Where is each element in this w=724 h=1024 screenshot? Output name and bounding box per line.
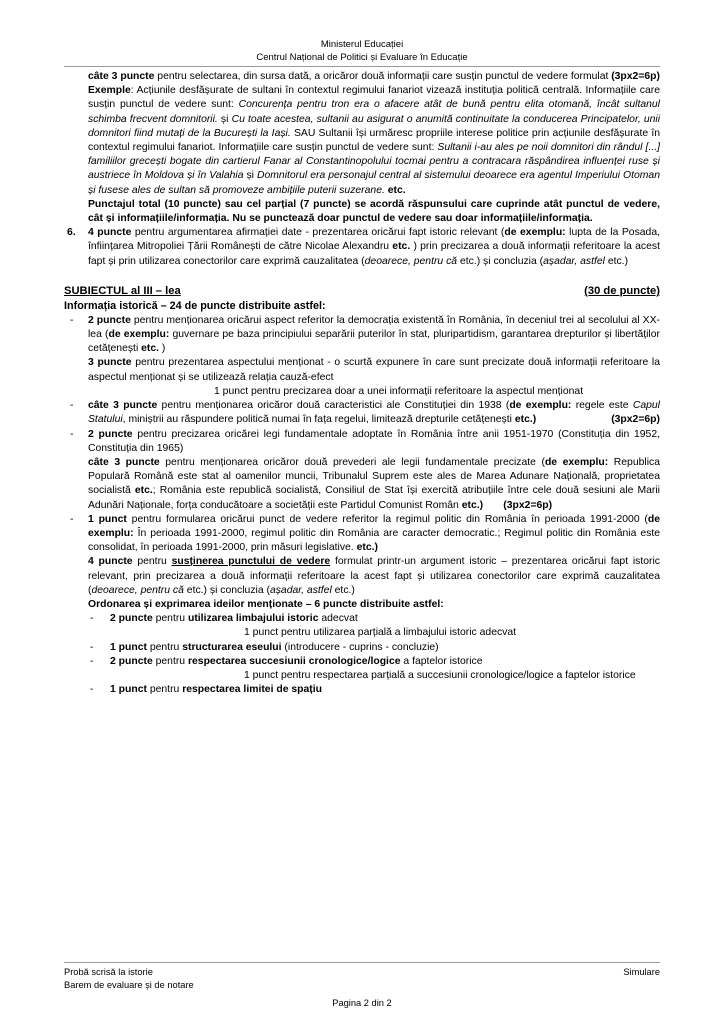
- item6-example-label: de exemplu:: [504, 227, 566, 239]
- document-header: [0, 38, 724, 64]
- item6-connector-1: deoarece, pentru că: [364, 255, 458, 267]
- criterion-3-points-paragraph: [64, 70, 660, 84]
- bullet-3-marker: -: [70, 428, 74, 440]
- bullet-2-score-value: (3px2=6p): [611, 414, 660, 426]
- item6-text-5: etc.): [604, 255, 629, 267]
- item6-points: 4 puncte: [88, 227, 132, 239]
- bullet-4-marker: -: [70, 513, 74, 525]
- bullet-1-text-3: ): [159, 343, 166, 355]
- bullet-3-sub-points: câte 3 puncte: [88, 456, 160, 468]
- subject-3-subtitle: Informația istorică – 24 de puncte distribuite astfel:: [64, 299, 326, 312]
- bullet-1-partial-note: 1 punct pentru precizarea doar a unei informații referitoare la aspectul menționat: [214, 385, 584, 397]
- example-quote-2: Cu toate acestea, sultanii au asigurat o anumită continuitate la conducerea Principatelor, unii domnitori fiind mutați de la București la Iași.: [88, 113, 661, 139]
- ordering-1-partial-note: 1 punct pentru utilizarea parțială a limbajului istoric adecvat: [244, 627, 517, 639]
- example-quote-1: Concurența pentru tron era o afacere atât de bună pentru elita otomană, încât sultanul schimba frecvent domnitorii.: [88, 99, 660, 125]
- ordering-3-text-1: pentru: [152, 655, 188, 667]
- header-divider: [64, 66, 660, 67]
- bullet-3-etc-1: etc.: [134, 485, 153, 497]
- ordering-3-partial-note: 1 punct pentru respectarea parțială a succesiunii cronologice/logice a faptelor istorice: [244, 669, 636, 681]
- ordering-3-points: 2 puncte: [110, 655, 153, 667]
- bullet-3-example-label: de exemplu:: [544, 456, 609, 468]
- subject-3-heading: [64, 284, 660, 299]
- bullet-1-text-1: pentru menționarea oricărui aspect referitor la democrația existentă în România, în deceniul trei al secolului al XX-lea (: [88, 314, 660, 341]
- ordering-4-marker: -: [90, 684, 94, 696]
- bullet-3-etc-2: etc.): [461, 499, 484, 511]
- bullet-item-1: [64, 314, 660, 357]
- list-item-6: [64, 226, 660, 269]
- ordering-1-text-1: pentru: [152, 613, 188, 625]
- total-score-note-text: Punctajul total (10 puncte) sau cel parțial (7 puncte) se acordă răspunsului care cuprinde atât punctul de vedere, cât și informațiile/informația. Nu se punctează doar punctul de vedere sau doar informațiile/informația.: [88, 198, 660, 225]
- ordering-4-text-1: pentru: [146, 684, 183, 696]
- ministry-line: Ministerul Educației: [320, 39, 404, 50]
- example-quote-4: Domnitorul era personajul central al sistemului deoarece era agentul Imperiului Otoman și fusese ales de sultan să promoveze ambițiile puterii suzerane.: [88, 170, 660, 196]
- item6-text-1: pentru argumentarea afirmației date - prezentarea oricărui fapt istoric relevant (: [131, 227, 505, 239]
- bullet-1-text-2: guvernare pe baza principiului separării puterilor în stat, pluripartidism, garantarea drepturilor și libertăților cetățenești: [88, 329, 660, 355]
- score-spacer: [88, 70, 91, 84]
- ordering-item-4: [64, 683, 660, 697]
- item6-text-3: ) prin precizarea a două informații referitoare la acest fapt și prin utilizarea conectorilor care exprimă cauzalitatea (: [88, 241, 660, 267]
- bullet-item-3: [64, 428, 660, 456]
- ordering-1-points: 2 puncte: [110, 613, 153, 625]
- footer-divider: [64, 962, 660, 963]
- bullet-4-points: 1 punct: [88, 513, 127, 525]
- examples-paragraph: [64, 84, 660, 198]
- bullet-3-sub-text-3: ; România este republică socialistă, Consiliul de Stat își exercită atribuțiile între cele două sesiuni ale Marii Adunări Naționale, forța conducătoare a societății este Partidul Comunist Român: [88, 485, 660, 511]
- bullet-1-marker: -: [70, 314, 74, 326]
- subject-3-score: (30 de puncte): [584, 284, 660, 297]
- examples-text-b: și: [217, 113, 232, 125]
- item6-connector-2: așadar, astfel: [543, 255, 605, 267]
- bullet-5-text-3: etc.) și concluzia (: [183, 584, 270, 596]
- document-body: [64, 70, 660, 697]
- bullet-1-etc: etc.: [141, 343, 160, 355]
- bullet-3-text-1: pentru precizarea oricărei legi fundamentale adoptate în România între anii 1951-1970 (Constituția din 1952, Constituția din 1965): [88, 428, 660, 454]
- footer-page-number: Pagina 2 din 2: [332, 998, 392, 1008]
- bullet-3-subpoint: [64, 456, 660, 513]
- ordering-2-term: structurarea eseului: [182, 641, 282, 653]
- score-value: (3px2=6p): [611, 71, 660, 83]
- examples-text-d: și: [243, 170, 257, 182]
- examples-label: Exemple: [88, 85, 131, 97]
- bullet-3-score-value: (3px2=6p): [503, 499, 553, 511]
- examples-etc: etc.: [387, 184, 406, 196]
- bullet-5-text-1: pentru: [132, 556, 172, 568]
- item6-text-2: lupta de la Posada, înființarea Mitropoliei Țării Românești de către Nicolae Alexandru: [88, 227, 660, 253]
- bullet-1-sub-text: pentru prezentarea aspectului menționat - o scurtă expunere în care sunt precizate două informații referitoare la aspectul menționat și se utilizează relația cauză-efect: [88, 357, 660, 383]
- bullet-5-underlined-term: susținerea punctului de vedere: [171, 556, 331, 568]
- ordering-section-title: [64, 598, 660, 612]
- bullet-5-text-2: formulat printr-un argument istoric – prezentarea oricărui fapt istoric relevant, prin precizarea a două informații referitoare la acest fapt și utilizarea conectorilor care exprimă cauzalitatea (: [88, 556, 660, 596]
- criterion-points-text: pentru selectarea, din sursa dată, a oricăror două informații care susțin punctul de vedere formulat: [154, 71, 609, 82]
- ordering-2-text-1: pentru: [146, 641, 183, 653]
- ordering-1-text-2: adecvat: [318, 613, 358, 625]
- bullet-item-5: [64, 555, 660, 598]
- bullet-5-connector-2: așadar, astfel: [269, 584, 332, 596]
- bullet-4-example-label: de exemplu:: [88, 513, 661, 539]
- bullet-3-points: 2 puncte: [88, 428, 133, 440]
- bullet-item-2: [64, 399, 660, 427]
- section-gap: [64, 269, 660, 284]
- criterion-points-label: câte 3 puncte: [88, 71, 155, 82]
- ordering-4-points: 1 punct: [110, 684, 147, 696]
- bullet-2-text-1: pentru menționarea oricăror două caracteristici ale Constituției din 1938 (: [157, 400, 510, 412]
- total-score-note: [64, 198, 660, 226]
- footer-exam-name: Probă scrisă la istorie: [64, 967, 153, 977]
- bullet-2-marker: -: [70, 400, 74, 412]
- ordering-4-term: respectarea limitei de spațiu: [182, 684, 322, 696]
- bullet-4-text-2: În perioada 1991-2000, regimul politic din România are caracter democratic.; Regimul politic din România este consolidat, în perioada 1991-2000, prin măsuri legislative.: [88, 527, 660, 554]
- bullet-1-subpoint: [64, 356, 660, 384]
- ordering-2-marker: -: [90, 641, 94, 653]
- item6-etc: etc.: [392, 241, 411, 253]
- bullet-3-sub-text-1: pentru menționarea oricăror două prevederi ale legii fundamentale precizate (: [159, 456, 545, 468]
- bullet-2-example-label: de exemplu:: [509, 400, 572, 412]
- ordering-3-text-2: a faptelor istorice: [400, 655, 483, 667]
- bullet-4-text-1: pentru formularea oricărui punct de vedere referitor la regimul politic din România în perioada 1991-2000 (: [126, 513, 648, 525]
- center-line: Centrul Național de Politici și Evaluare în Educație: [256, 52, 468, 63]
- document-footer: [64, 966, 660, 1010]
- bullet-2-text-2: regele este: [571, 400, 633, 412]
- ordering-1-term: utilizarea limbajului istoric: [187, 613, 319, 625]
- bullet-2-etc: etc.): [514, 414, 537, 426]
- examples-text-c: SAU Sultanii își urmăresc propriile interese politice prin acțiunile desfășurate în contextul regimului fanariot. Informațiile care susțin punctul de vedere sunt:: [88, 127, 661, 154]
- bullet-5-connector-1: deoarece, pentru că: [91, 584, 184, 596]
- ordering-item-2: [64, 641, 660, 655]
- item6-text-4: etc.) și concluzia (: [457, 255, 544, 267]
- subject-3-title: SUBIECTUL al III – lea: [64, 284, 181, 297]
- ordering-2-points: 1 punct: [110, 641, 147, 653]
- ordering-item-1: [64, 612, 660, 626]
- bullet-4-etc: etc.): [356, 542, 378, 554]
- bullet-item-4: [64, 513, 660, 556]
- ordering-item-3: [64, 655, 660, 669]
- ordering-2-text-2: (introducere - cuprins - concluzie): [281, 641, 439, 653]
- bullet-3-score-gap: [483, 500, 503, 511]
- list-item-6-marker: 6.: [67, 227, 76, 239]
- footer-top-row: [64, 966, 660, 979]
- bullet-2-points: câte 3 puncte: [88, 400, 158, 412]
- bullet-1-points: 2 puncte: [88, 314, 131, 326]
- bullet-5-points: 4 puncte: [88, 556, 133, 568]
- bullet-2-italic-term: Capul Statului: [88, 400, 660, 426]
- footer-session: Simulare: [623, 967, 660, 977]
- ordering-section-title-text: Ordonarea și exprimarea ideilor menționate – 6 puncte distribuite astfel:: [88, 598, 444, 610]
- ordering-3-term: respectarea succesiunii cronologice/logice: [187, 655, 401, 667]
- ordering-1-marker: -: [90, 613, 94, 625]
- bullet-1-sub-points: 3 puncte: [88, 357, 132, 369]
- bullet-3-sub-text-2: Republica Populară Română este stat al oamenilor muncii, Tribunalul Suprem este ales de Marea Adunare Națională, proprietatea socialistă: [88, 456, 660, 497]
- bullet-5-text-4: etc.): [331, 584, 355, 596]
- bullet-1-example-label: de exemplu:: [108, 329, 170, 341]
- ordering-3-marker: -: [90, 655, 94, 667]
- example-quote-3: Sultanii i-au ales pe noii domnitori din rândul [...] familiilor grecești bogate din cartierul Fanar al Constantinopolului tocmai pentru a contracara răspândirea influenței ruse și austriece în Moldova și în Valahia: [88, 142, 660, 182]
- examples-text-a: : Acțiunile desfășurate de sultani în contextul regimului fanariot vizează instituția politică centrală. Informațiile care susțin punctul de vedere sunt:: [88, 85, 660, 111]
- bullet-2-text-3: , miniștrii au răspundere politică numai în fața regelui, limitează drepturile cetățenești: [122, 414, 515, 426]
- footer-doc-type: Barem de evaluare și de notare: [64, 980, 194, 990]
